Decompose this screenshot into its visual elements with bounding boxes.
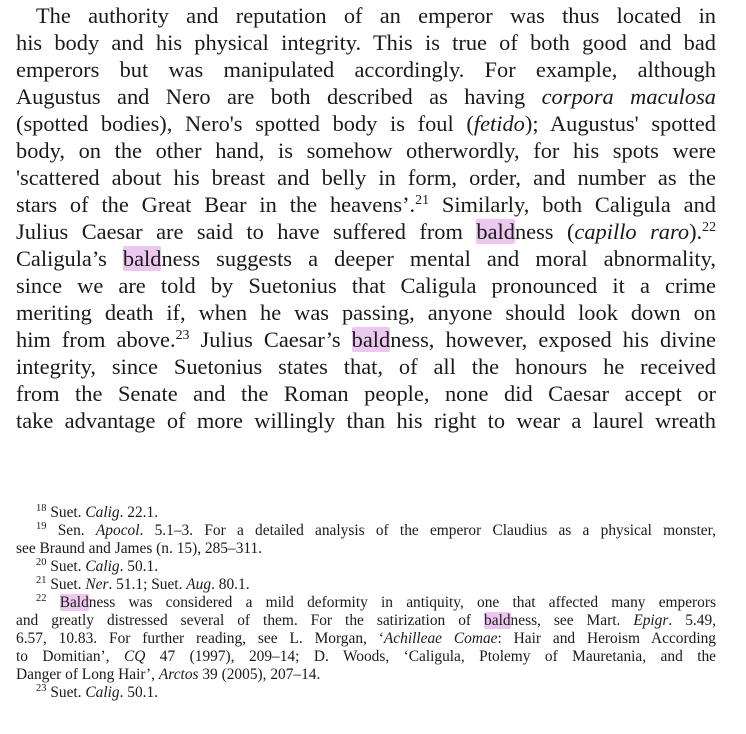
footnote-19 bbox=[16, 522, 716, 540]
footnote-21 bbox=[16, 576, 716, 594]
text-run: see Braund and James (n. 15), 285–311. bbox=[16, 540, 263, 557]
body-line bbox=[16, 29, 716, 56]
text-run: Suet. bbox=[46, 684, 86, 701]
body-line bbox=[16, 353, 716, 380]
footnote-number: 20 bbox=[36, 557, 47, 569]
body-line bbox=[16, 137, 716, 164]
search-highlight: bald bbox=[476, 219, 515, 244]
footnote-22-cont bbox=[16, 612, 716, 630]
text-run: Suet. bbox=[46, 558, 86, 575]
text-run: : Hair and Heroism According bbox=[497, 630, 716, 647]
italic-term: Arctos bbox=[158, 666, 199, 683]
text-run: . 22.1. bbox=[119, 504, 159, 521]
text-run: ); Augustus' spotted bbox=[524, 111, 716, 136]
italic-term: Calig bbox=[85, 558, 120, 575]
text-run: (spotted bodies), Nero's spotted body is foul ( bbox=[16, 111, 474, 136]
footnote-number: 22 bbox=[36, 593, 47, 605]
text-run: ness suggests a deeper mental and moral abnormality, bbox=[161, 246, 716, 271]
italic-term: capillo raro bbox=[574, 219, 690, 244]
text-run: Julius Caesar are said to have suffered from bbox=[16, 219, 477, 244]
text-run: 6.57, 10.83. For further reading, see L. Morgan, ‘ bbox=[16, 630, 384, 647]
footnote-23 bbox=[16, 684, 716, 702]
body-line bbox=[16, 272, 716, 299]
footnote-number: 21 bbox=[36, 575, 47, 587]
body-line bbox=[16, 326, 716, 353]
text-run: . 51.1; Suet. bbox=[108, 576, 187, 593]
text-run: Julius Caesar’s bbox=[189, 327, 352, 352]
footnote-22-cont bbox=[16, 648, 716, 666]
text-run: ness, see Mart. bbox=[510, 612, 634, 629]
text-run: . 5.49, bbox=[668, 612, 717, 629]
italic-term: fetido bbox=[473, 111, 525, 136]
text-run: to Domitian’, bbox=[16, 648, 124, 665]
body-line bbox=[16, 83, 716, 110]
text-run: Sen. bbox=[46, 522, 96, 539]
italic-term: Calig bbox=[85, 684, 120, 701]
footnote-number: 19 bbox=[36, 521, 47, 533]
text-run: take advantage of more willingly than his right to wear a laurel wreath bbox=[16, 408, 716, 433]
text-run: integrity, since Suetonius states that, of all the honours he received bbox=[16, 354, 716, 379]
text-run: his body and his physical integrity. This is true of both good and bad bbox=[16, 30, 716, 55]
footnote-22 bbox=[16, 594, 716, 612]
body-line bbox=[16, 407, 716, 434]
italic-term: CQ bbox=[123, 648, 146, 665]
text-run: The authority and reputation of an emperor was thus located in bbox=[36, 3, 716, 28]
text-run: Caligula’s bbox=[16, 246, 123, 271]
text-run: Augustus and Nero are both described as having bbox=[16, 84, 542, 109]
text-run: Danger of Long Hair’, bbox=[16, 666, 159, 683]
footnote-19-cont bbox=[16, 540, 716, 558]
text-run: ness ( bbox=[514, 219, 575, 244]
italic-term: Achilleae Comae bbox=[383, 630, 498, 647]
italic-term: Ner bbox=[85, 576, 109, 593]
text-run: ness, however, exposed his divine bbox=[390, 327, 716, 352]
body-line bbox=[16, 191, 716, 218]
footnote-number: 18 bbox=[36, 503, 47, 515]
footnote-number: 23 bbox=[36, 683, 47, 695]
text-run: emperors but was manipulated accordingly. For example, although bbox=[16, 57, 716, 82]
text-run: meriting death if, when he was passing, anyone should look down on bbox=[16, 300, 716, 325]
italic-term: corpora maculosa bbox=[541, 84, 716, 109]
text-run bbox=[46, 594, 59, 611]
italic-term: Calig bbox=[85, 504, 120, 521]
body-line bbox=[16, 2, 716, 29]
search-highlight: Bald bbox=[59, 594, 89, 611]
text-run: ). bbox=[689, 219, 703, 244]
body-line bbox=[16, 245, 716, 272]
text-run: stars of the Great Bear in the heavens’. bbox=[16, 192, 416, 217]
footnote-ref[interactable]: 21 bbox=[415, 193, 429, 209]
body-line bbox=[16, 218, 716, 245]
text-run: 47 (1997), 209–14; D. Woods, ‘Caligula, Ptolemy of Mauretania, and the bbox=[145, 648, 716, 665]
text-run: . 80.1. bbox=[211, 576, 250, 593]
text-run: Similarly, both Caligula and bbox=[429, 192, 716, 217]
body-line bbox=[16, 56, 716, 83]
body-line bbox=[16, 110, 716, 137]
text-run: ness was considered a mild deformity in antiquity, one that affected many emperors bbox=[88, 594, 716, 611]
search-highlight: bald bbox=[351, 327, 391, 352]
text-run: since we are told by Suetonius that Caligula pronounced it a crime bbox=[16, 273, 716, 298]
text-run: Suet. bbox=[46, 504, 86, 521]
italic-term: Apocol bbox=[95, 522, 140, 539]
text-run: from the Senate and the Roman people, none did Caesar accept or bbox=[16, 381, 716, 406]
text-run: . 50.1. bbox=[119, 684, 159, 701]
text-run: him from above. bbox=[16, 327, 176, 352]
text-run: Suet. bbox=[46, 576, 86, 593]
footnote-ref[interactable]: 23 bbox=[175, 328, 190, 344]
body-line bbox=[16, 164, 716, 191]
text-run: 'scattered about his breast and belly in form, order, and number as the bbox=[16, 165, 716, 190]
text-run: . 50.1. bbox=[119, 558, 159, 575]
search-highlight: bald bbox=[484, 612, 511, 629]
text-run: 39 (2005), 207–14. bbox=[198, 666, 321, 683]
body-line bbox=[16, 380, 716, 407]
footnote-22-cont bbox=[16, 666, 716, 684]
footnote-ref[interactable]: 22 bbox=[702, 220, 716, 236]
body-line bbox=[16, 299, 716, 326]
footnote-18 bbox=[16, 504, 716, 522]
search-highlight: bald bbox=[122, 246, 162, 271]
italic-term: Epigr bbox=[633, 612, 669, 629]
italic-term: Aug bbox=[186, 576, 212, 593]
footnote-22-cont bbox=[16, 630, 716, 648]
footnote-20 bbox=[16, 558, 716, 576]
text-run: . 5.1–3. For a detailed analysis of the emperor Claudius as a physical monster, bbox=[139, 522, 716, 539]
text-run: and greatly distressed several of them. For the satirization of bbox=[16, 612, 485, 629]
text-run: body, on the other hand, is somehow otherwordly, for his spots were bbox=[16, 138, 716, 163]
